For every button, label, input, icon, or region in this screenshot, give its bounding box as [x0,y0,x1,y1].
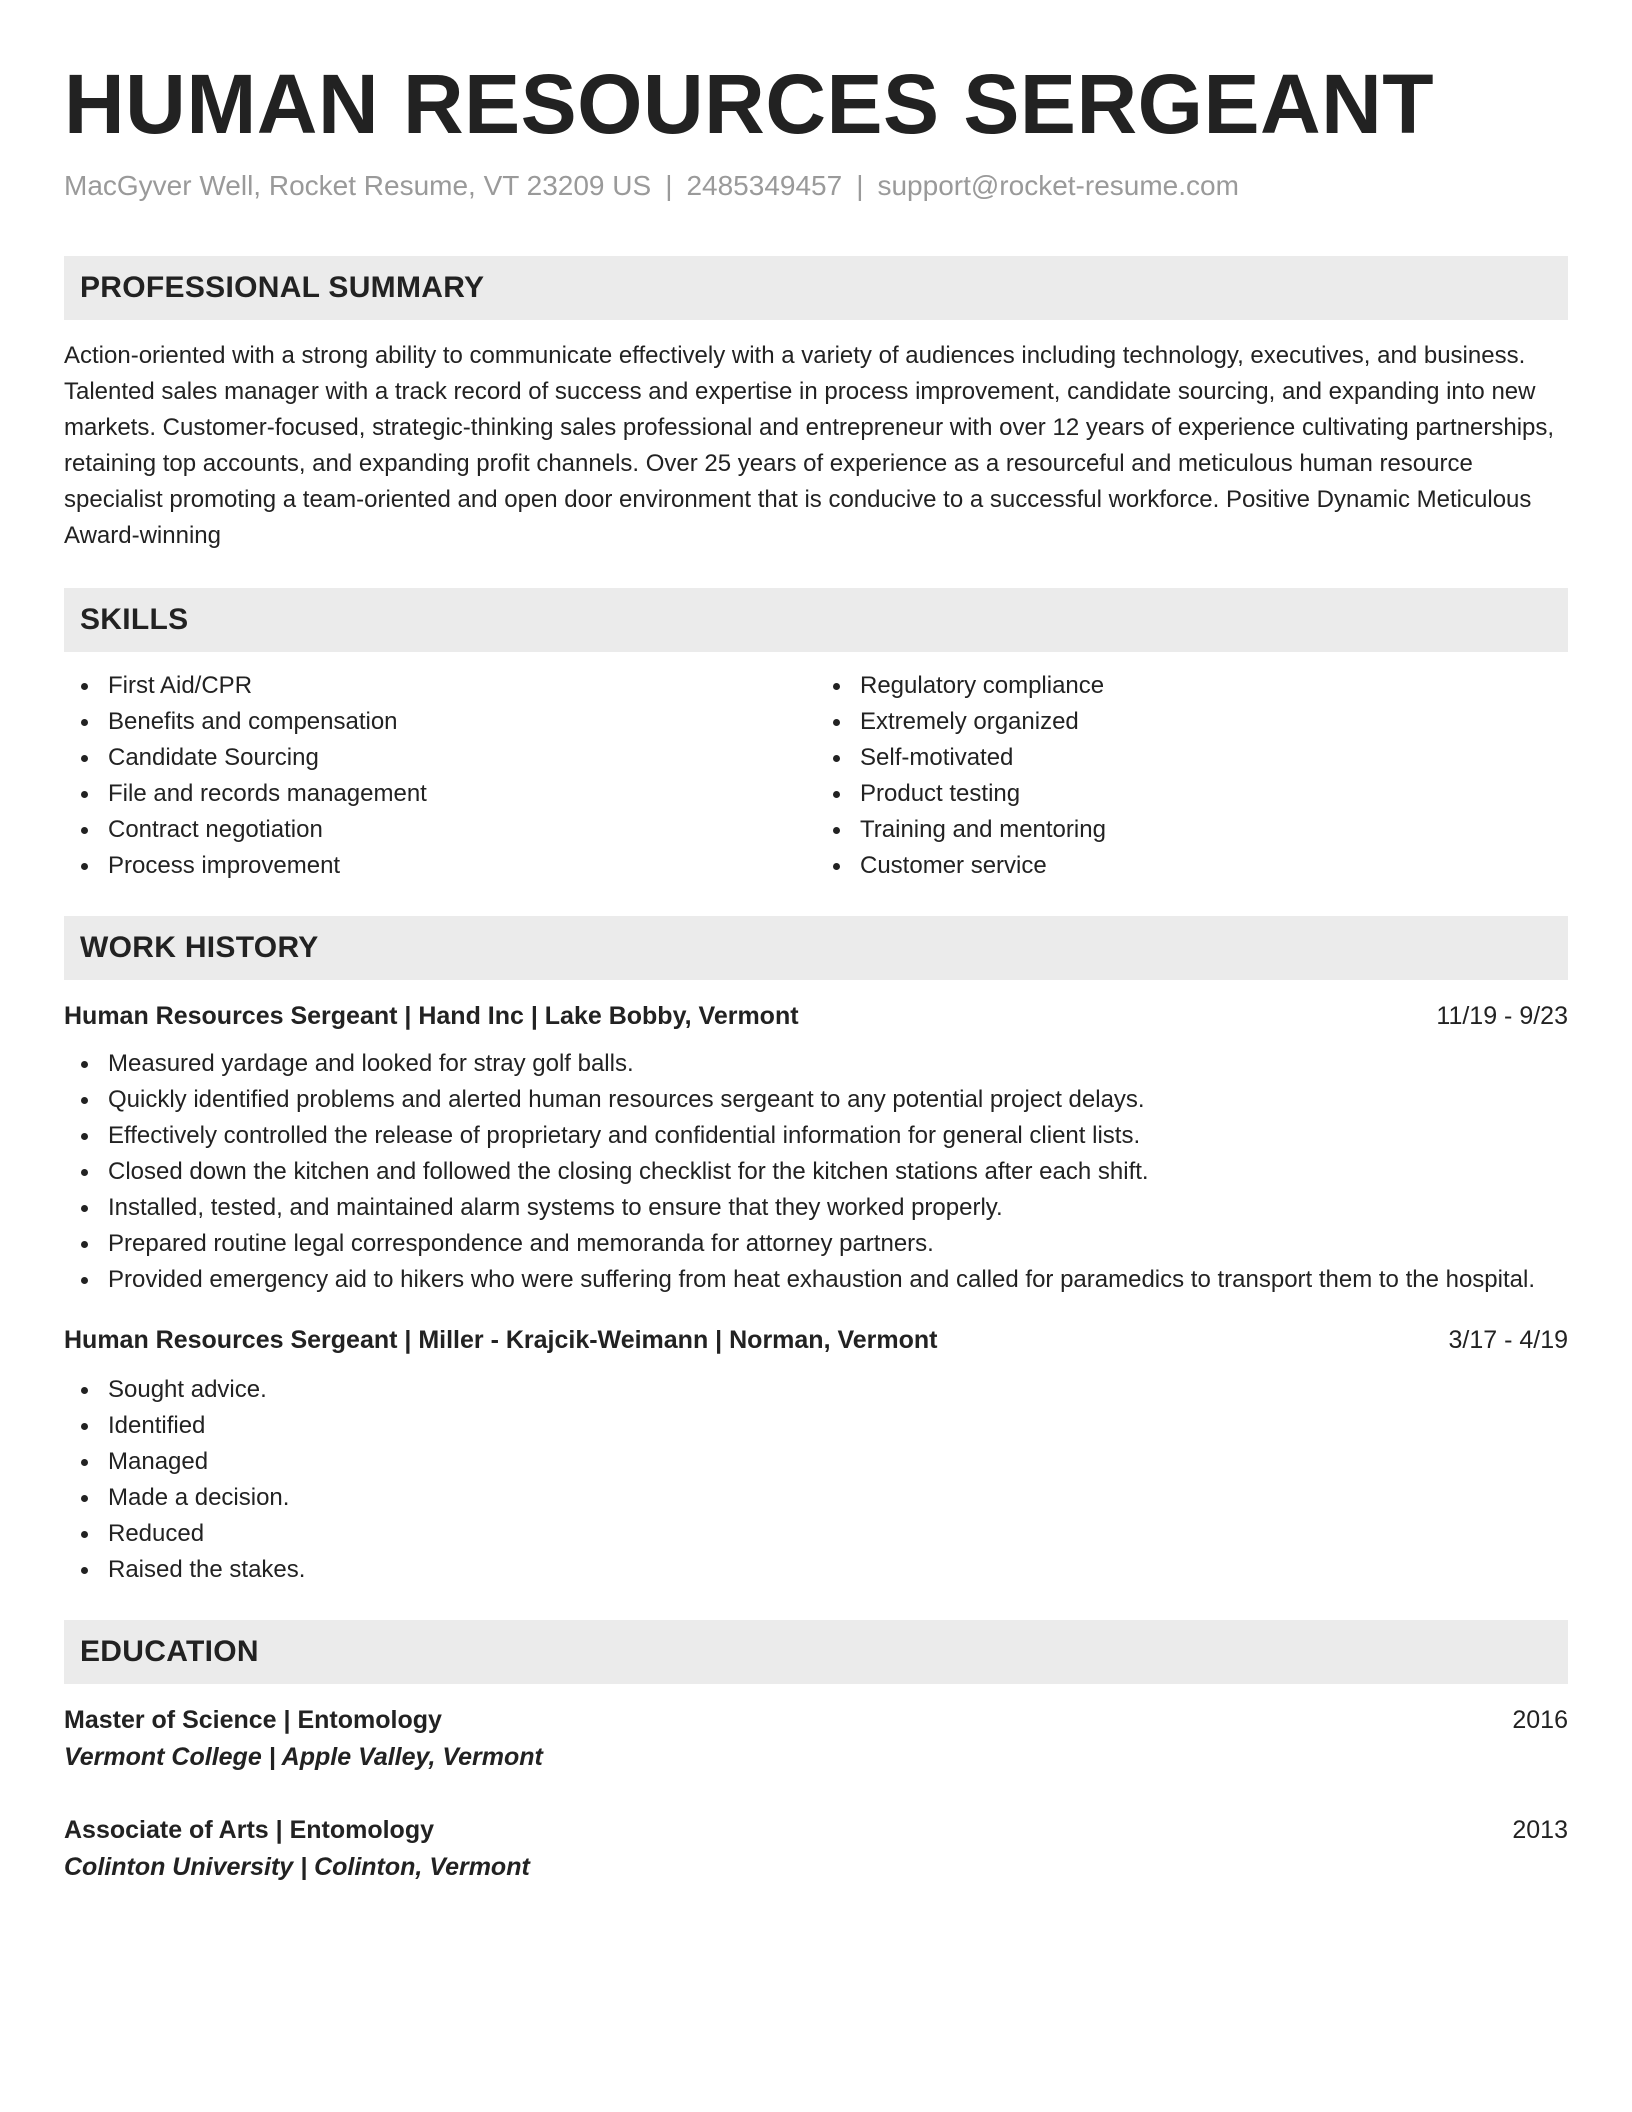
education-year: 2013 [1512,1816,1568,1844]
skill-item: Process improvement [108,848,816,884]
skills-grid [64,668,1568,884]
education-entry [64,1702,1568,1776]
job-entry [64,998,1568,1298]
job-bullet: Sought advice. [108,1372,1568,1408]
education-degree: Associate of Arts | Entomology [64,1816,435,1844]
job-dates: 3/17 - 4/19 [1448,1326,1568,1354]
job-bullets [64,1046,1568,1298]
education-header [64,1702,1568,1738]
job-header [64,998,1568,1034]
education-year: 2016 [1512,1706,1568,1734]
job-bullet: Measured yardage and looked for stray golf balls. [108,1046,1568,1082]
job-bullet: Installed, tested, and maintained alarm systems to ensure that they worked properly. [108,1190,1568,1226]
skill-item: Benefits and compensation [108,704,816,740]
job-bullet: Managed [108,1444,1568,1480]
skill-item: Self-motivated [860,740,1568,776]
job-bullet: Provided emergency aid to hikers who were suffering from heat exhaustion and called for paramedics to transport them to the hospital. [108,1262,1568,1298]
section-header-education: EDUCATION [64,1620,1568,1684]
skill-item: Customer service [860,848,1568,884]
section-header-skills: SKILLS [64,588,1568,652]
job-bullet: Made a decision. [108,1480,1568,1516]
contact-separator: | [856,170,864,201]
candidate-name: HUMAN RESOURCES SERGEANT [64,57,1435,151]
education-degree: Master of Science | Entomology [64,1706,442,1734]
skill-item: Extremely organized [860,704,1568,740]
skill-item: Contract negotiation [108,812,816,848]
skills-list-left [64,668,816,884]
section-header-work-history: WORK HISTORY [64,916,1568,980]
skill-item: File and records management [108,776,816,812]
summary-paragraph: Action-oriented with a strong ability to communicate effectively with a variety of audiences including technology, executives, and business. Talented sales manager with a track record of success and expertise in process improvement, candidate sourcing, and expanding into new markets. Customer-focused, strategic-thinking sales professional and entrepreneur with over 12 years of experience cultivating partnerships, retaining top accounts, and expanding profit channels. Over 25 years of experience as a resourceful and meticulous human resource specialist promoting a team-oriented and open door environment that is conducive to a successful workforce. Positive Dynamic Meticulous Award-winning [64,342,1555,549]
skill-item: First Aid/CPR [108,668,816,704]
job-bullet: Quickly identified problems and alerted human resources sergeant to any potential project delays. [108,1082,1568,1118]
skills-list-right [816,668,1568,884]
contact-phone: 2485349457 [686,170,843,201]
job-bullet: Prepared routine legal correspondence and memoranda for attorney partners. [108,1226,1568,1262]
job-bullet: Reduced [108,1516,1568,1552]
skill-item: Product testing [860,776,1568,812]
job-dates: 11/19 - 9/23 [1436,1002,1568,1030]
job-header [64,1322,1568,1358]
contact-address: MacGyver Well, Rocket Resume, VT 23209 US [64,170,652,201]
education-school: Vermont College | Apple Valley, Vermont [64,1743,543,1771]
skill-item: Regulatory compliance [860,668,1568,704]
skill-item: Training and mentoring [860,812,1568,848]
contact-separator: | [665,170,673,201]
job-entry [64,1322,1568,1588]
contact-line [64,166,1568,206]
skill-item: Candidate Sourcing [108,740,816,776]
job-bullets [64,1372,1568,1588]
job-title-line: Human Resources Sergeant | Miller - Krajcik-Weimann | Norman, Vermont [64,1326,938,1354]
job-title-line: Human Resources Sergeant | Hand Inc | Lake Bobby, Vermont [64,1002,799,1030]
section-header-professional-summary: PROFESSIONAL SUMMARY [64,256,1568,320]
education-school: Colinton University | Colinton, Vermont [64,1853,530,1881]
contact-email: support@rocket-resume.com [877,170,1239,201]
job-bullet: Identified [108,1408,1568,1444]
job-bullet: Effectively controlled the release of proprietary and confidential information for general client lists. [108,1118,1568,1154]
education-header [64,1812,1568,1848]
education-entry [64,1812,1568,1886]
job-bullet: Closed down the kitchen and followed the closing checklist for the kitchen stations after each shift. [108,1154,1568,1190]
job-bullet: Raised the stakes. [108,1552,1568,1588]
